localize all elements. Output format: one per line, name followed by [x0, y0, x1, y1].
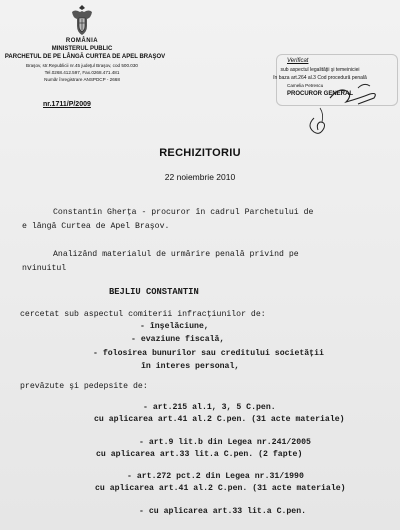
- defendant-name: BEJLIU CONSTANTIN: [109, 287, 199, 297]
- header-registration: Număr înregistrare ANSPDCP - 2668: [44, 77, 120, 82]
- law-4: - cu aplicarea art.33 lit.a C.pen.: [139, 507, 307, 516]
- header-ministry: MINISTERUL PUBLIC: [51, 46, 113, 52]
- header-prosecutor-office: PARCHETUL DE PE LÂNGĂ CURTEA DE APEL BRAŞOV: [4, 54, 166, 60]
- law-3-application: cu aplicarea art.41 al.2 C.pen. (31 acte materiale): [95, 484, 346, 493]
- provided-line: prevăzute şi pedepsite de:: [20, 382, 148, 391]
- offense-2: - evaziune fiscală,: [131, 335, 225, 344]
- header-phone-fax: Tel.0268.412.597, Fax.0268.471.481: [44, 70, 120, 75]
- offense-3-continued: în interes personal,: [141, 362, 240, 371]
- law-1: - art.215 al.1, 3, 5 C.pen.: [143, 403, 276, 412]
- intro-line-2: e lângă Curtea de Apel Braşov.: [22, 222, 170, 231]
- investigated-line: cercetat sub aspectul comiterii infracţiunilor de:: [20, 310, 266, 319]
- law-2-application: cu aplicarea art.33 lit.a C.pen. (2 fapte): [96, 450, 303, 459]
- verification-name: Camelia Petrescu: [287, 83, 324, 88]
- header-address: Braşov, str.Republicii nr.45 judeţul Braşov, cod 500.030: [26, 63, 138, 68]
- law-3: - art.272 pct.2 din Legea nr.31/1990: [127, 472, 304, 481]
- case-number: nr.1711/P/2009: [43, 101, 91, 108]
- verification-line-2: în baza art.264 al.3 Cod procedură penală: [273, 75, 367, 81]
- analysis-line-1: Analizând materialul de urmărire penală privind pe: [53, 250, 299, 259]
- document-date: 22 noiembrie 2010: [164, 172, 236, 182]
- coat-of-arms-icon: [69, 4, 95, 36]
- law-1-application: cu aplicarea art.41 al.2 C.pen. (31 acte materiale): [94, 415, 345, 424]
- document-title: RECHIZITORIU: [159, 147, 241, 159]
- offense-3: - folosirea bunurilor sau creditului societăţii: [93, 349, 324, 358]
- offense-1: - înşelăciune,: [140, 322, 209, 331]
- signature-icon: [300, 78, 380, 140]
- verification-title: Verificat: [287, 58, 309, 64]
- verification-line-1: sub aspectul legalităţii şi temeiniciei: [280, 67, 360, 73]
- intro-line-1: Constantin Gherţa - procuror în cadrul Parchetului de: [53, 208, 314, 217]
- header-country: ROMÂNIA: [65, 38, 99, 44]
- analysis-line-2: nvinuitul: [22, 264, 67, 273]
- verification-role: PROCUROR GENERAL: [287, 91, 354, 97]
- law-2: - art.9 lit.b din Legea nr.241/2005: [139, 438, 311, 447]
